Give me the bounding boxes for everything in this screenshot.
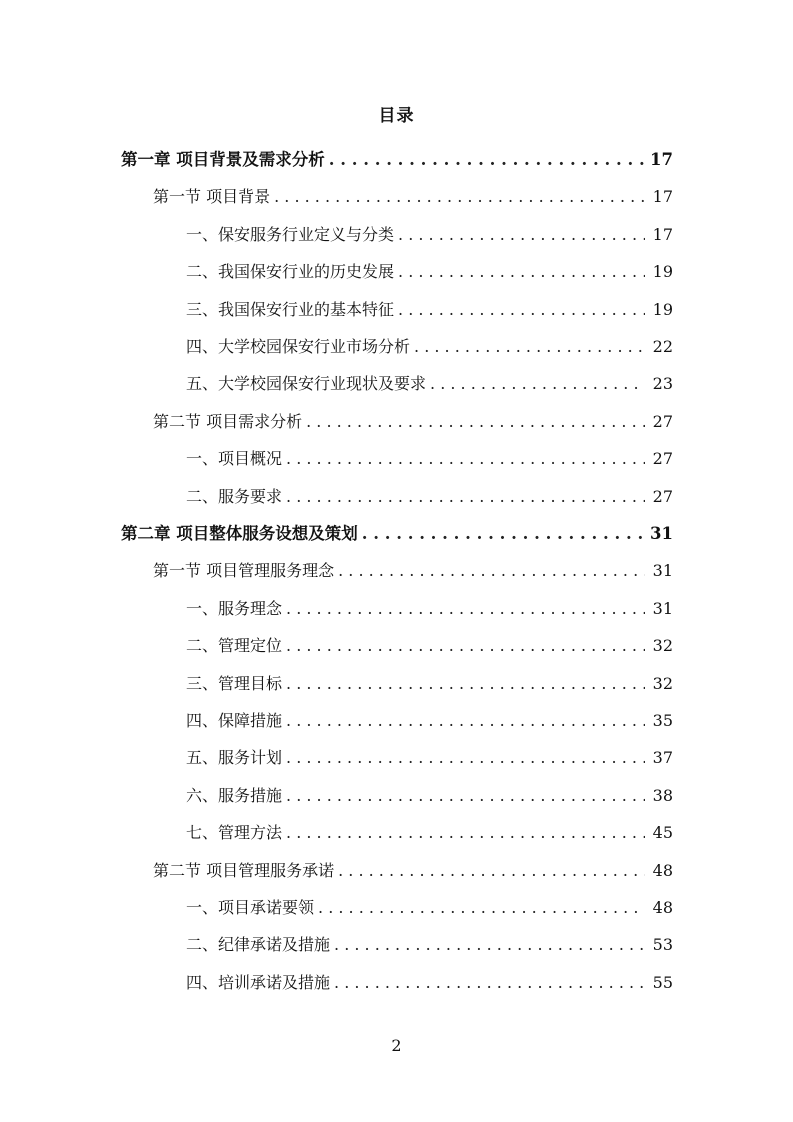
toc-entry-page: 17 [650,150,673,169]
toc-entry-label: 第二章 项目整体服务设想及策划 [121,524,358,543]
toc-entry-label: 三、管理目标 [186,673,283,693]
toc-entry-label: 五、大学校园保安行业现状及要求 [186,374,427,394]
toc-leader-dots [286,782,645,810]
toc-entry-page: 35 [652,711,673,730]
toc-entry-label: 一、服务理念 [186,598,283,618]
toc-entry[interactable] [186,370,673,398]
toc-leader-dots [362,520,644,548]
toc-entry-page: 37 [652,748,673,768]
toc-entry-label: 一、保安服务行业定义与分类 [186,224,395,244]
toc-entry[interactable] [186,931,673,959]
toc-entry[interactable] [186,595,673,623]
toc-entry-label: 四、保障措施 [186,711,283,730]
toc-entry-page: 22 [652,337,673,356]
toc-entry-page: 27 [652,449,673,469]
toc-entry-label: 七、管理方法 [186,823,283,843]
toc-entry-page: 23 [652,374,673,394]
toc-entry[interactable] [153,183,673,211]
page-number: 2 [391,1036,402,1055]
toc-entry-page: 55 [652,972,673,992]
toc-entry-page: 48 [652,898,673,917]
toc-entry-page: 19 [652,262,673,282]
toc-leader-dots [286,707,645,735]
toc-entry-label: 三、我国保安行业的基本特征 [186,299,395,319]
toc-entry-label: 二、管理定位 [186,636,283,656]
toc-entry[interactable] [186,333,673,361]
toc-entry[interactable] [186,258,673,286]
toc-entry-page: 48 [652,860,673,880]
toc-entry[interactable] [153,557,673,585]
toc-entry[interactable] [186,221,673,249]
toc-leader-dots [334,969,645,997]
toc-entry[interactable] [186,445,673,473]
toc-entry-page: 38 [652,785,673,805]
toc-entry-label: 五、服务计划 [186,748,283,768]
toc-entry-page: 31 [652,561,673,581]
toc-entry-label: 四、大学校园保安行业市场分析 [186,337,411,356]
toc-entry-page: 27 [652,411,673,431]
toc-leader-dots [286,744,645,772]
toc-entry-label: 四、培训承诺及措施 [186,972,331,992]
toc-entry[interactable] [186,782,673,810]
toc-entry-label: 第一节 项目背景 [153,187,271,207]
toc-leader-dots [306,408,645,436]
toc-entry-label: 二、服务要求 [186,486,283,506]
toc-entry-page: 32 [652,673,673,693]
toc-entry[interactable] [186,670,673,698]
toc-entry[interactable] [153,408,673,436]
toc-leader-dots [286,483,645,511]
toc-entry-label: 一、项目承诺要领 [186,898,315,917]
toc-entry-label: 第一章 项目背景及需求分析 [121,150,325,169]
toc-entry-page: 53 [652,935,673,955]
toc-leader-dots [334,931,645,959]
toc-entry[interactable] [186,819,673,847]
toc-leader-dots [338,557,645,585]
toc-title: 目录 [378,106,415,126]
toc-entry-label: 第二节 项目管理服务承诺 [153,860,335,880]
toc-entry[interactable] [186,632,673,660]
toc-leader-dots [414,333,645,361]
toc-entry-label: 二、纪律承诺及措施 [186,935,331,955]
toc-leader-dots [286,819,645,847]
toc-entry-page: 19 [652,299,673,319]
toc-entry[interactable] [186,969,673,997]
toc-entry-page: 45 [652,823,673,843]
toc-leader-dots [274,183,645,211]
toc-leader-dots [398,258,645,286]
toc-entry-label: 六、服务措施 [186,785,283,805]
toc-leader-dots [318,894,645,922]
toc-entry-page: 32 [652,636,673,656]
toc-leader-dots [430,370,645,398]
toc-entry[interactable] [186,894,673,922]
toc-entry-page: 17 [652,187,673,207]
toc-entry-label: 第一节 项目管理服务理念 [153,561,335,581]
toc-entry[interactable] [186,296,673,324]
toc-entry-label: 第二节 项目需求分析 [153,411,303,431]
toc-entry-label: 一、项目概况 [186,449,283,469]
toc-entry-page: 31 [652,598,673,618]
toc-leader-dots [398,221,645,249]
toc-leader-dots [286,445,645,473]
toc-entry[interactable] [121,520,673,548]
toc-leader-dots [398,296,645,324]
toc-leader-dots [286,595,645,623]
toc-leader-dots [329,146,644,174]
toc-entry-page: 27 [652,486,673,506]
toc-entry[interactable] [186,483,673,511]
toc-entry-label: 二、我国保安行业的历史发展 [186,262,395,282]
toc-entry[interactable] [153,857,673,885]
toc-entry-page: 17 [652,224,673,244]
toc-leader-dots [286,632,645,660]
toc-entry[interactable] [186,744,673,772]
toc-leader-dots [286,670,645,698]
toc-entry[interactable] [121,146,673,174]
toc-entry[interactable] [186,707,673,735]
toc-entry-page: 31 [650,524,673,543]
toc-leader-dots [338,857,645,885]
